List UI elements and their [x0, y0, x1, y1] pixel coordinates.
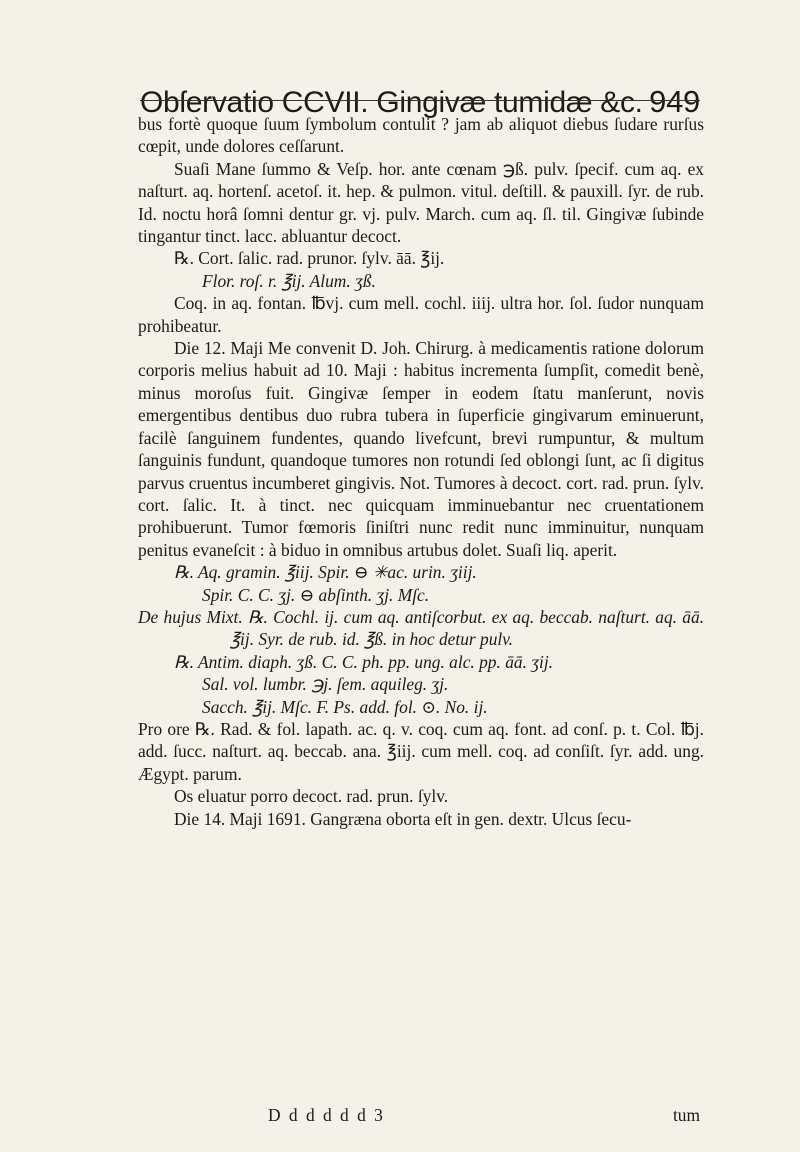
- header-rule: [140, 100, 700, 101]
- paragraph-may-14: Die 14. Maji 1691. Gangræna oborta eſt in gen. dextr. Ulcus ſecu-: [174, 808, 632, 829]
- recipe-powder-line-3: Sacch. ℥ij. Mſc. F. Ps. add. fol. ⊙. No. ij.: [202, 696, 488, 717]
- signature-mark: D d d d d d 3: [268, 1105, 385, 1125]
- recipe-powder-line-2: Sal. vol. lumbr. ℈j. ſem. aquileg. ʒj.: [202, 674, 449, 695]
- recipe-powder-line-1: ℞. Antim. diaph. ʒß. C. C. ph. pp. ung. alc. pp. āā. ʒij.: [174, 651, 554, 672]
- recipe-line-1: ℞. Cort. ſalic. rad. prunor. ſylv. āā. ℥ij.: [174, 248, 445, 269]
- page-footer: [268, 1105, 700, 1126]
- paragraph-may-12: Die 12. Maji Me convenit D. Joh. Chirurg. à medicamentis ratione dolorum corporis melius habuit ad 10. Maji : habitus incrementa ſumpſit, comedit benè, minus moroſus fuit. Gingivæ ſemper in eodem ſtatu manſerunt, novis emergentibus dentibus duo rubra tubera in ſuperficie gingivarum eminuerunt, facilè ſanguinem fundentes, quando livefcunt, brevi rumpuntur, & multum ſanguinis fundunt, quandoque tumores non rotundi ſed oblongi ſunt, ac ſi digitus parvus cruentus incumberet gingivis. Not. Tumores à decoct. cort. rad. prun. ſylv. cort. ſalic. It. à tinct. nec quicquam imminuebantur nec cruentationem prohibuerunt. Tumor fœmoris ſiniſtri nunc redit nunc imminuitur, nunquam penitus evaneſcit : à biduo in omnibus artubus dolet. Suaſi liq. aperit.: [138, 338, 704, 560]
- paragraph-rinse: Os eluatur porro decoct. rad. prun. ſylv.: [174, 786, 449, 807]
- page-number: 949: [649, 84, 700, 119]
- paragraph-mouth-remedy: Pro ore ℞. Rad. & fol. lapath. ac. q. v. coq. cum aq. font. ad conſ. p. t. Col. ℔j. add. ſucc. naſturt. aq. beccab. ana. ℥iij. cum mell. coq. ad conſiſt. ſyr. add. ung. Ægypt. parum.: [138, 718, 704, 784]
- paragraph-continuation: bus fortè quoque ſuum ſymbolum contulit ? jam ab aliquot diebus ſudare rurſus cœpit, unde dolores ceſſarunt.: [138, 114, 704, 157]
- running-title: Obſervatio CCVII. Gingivæ tumidæ &c.: [140, 86, 643, 119]
- paragraph-prescription-advice: Suaſi Mane ſummo & Veſp. hor. ante cœnam ℈ß. pulv. ſpecif. cum aq. ex naſturt. aq. hortenſ. acetoſ. it. hep. & pulmon. vitul. deſtill. & pauxill. ſyr. de rub. Id. noctu horâ ſomni dentur gr. vj. pulv. March. cum aq. ſl. til. Gingivæ ſubinde tingantur tinct. lacc. abluantur decoct.: [138, 158, 704, 247]
- recipe-mixture-line-2: Spir. C. C. ʒj. ⊖ abſinth. ʒj. Mſc.: [202, 584, 430, 605]
- recipe-instructions: Coq. in aq. fontan. ℔vj. cum mell. cochl. iiij. ultra hor. ſol. ſudor nunquam prohibeatur.: [138, 293, 704, 336]
- catchword: tum: [672, 1105, 700, 1125]
- body-text: [138, 113, 704, 830]
- mixture-dosage: De hujus Mixt. ℞. Cochl. ij. cum aq. antiſcorbut. ex aq. beccab. naſturt. aq. āā. ℥ij. Syr. de rub. id. ℥ß. in hoc detur pulv.: [138, 606, 704, 650]
- running-header: [140, 60, 700, 120]
- recipe-mixture-line-1: ℞. Aq. gramin. ℥iij. Spir. ⊖ ✳ac. urin. ʒiij.: [174, 562, 477, 583]
- recipe-line-2: Flor. roſ. r. ℥ij. Alum. ʒß.: [202, 270, 376, 291]
